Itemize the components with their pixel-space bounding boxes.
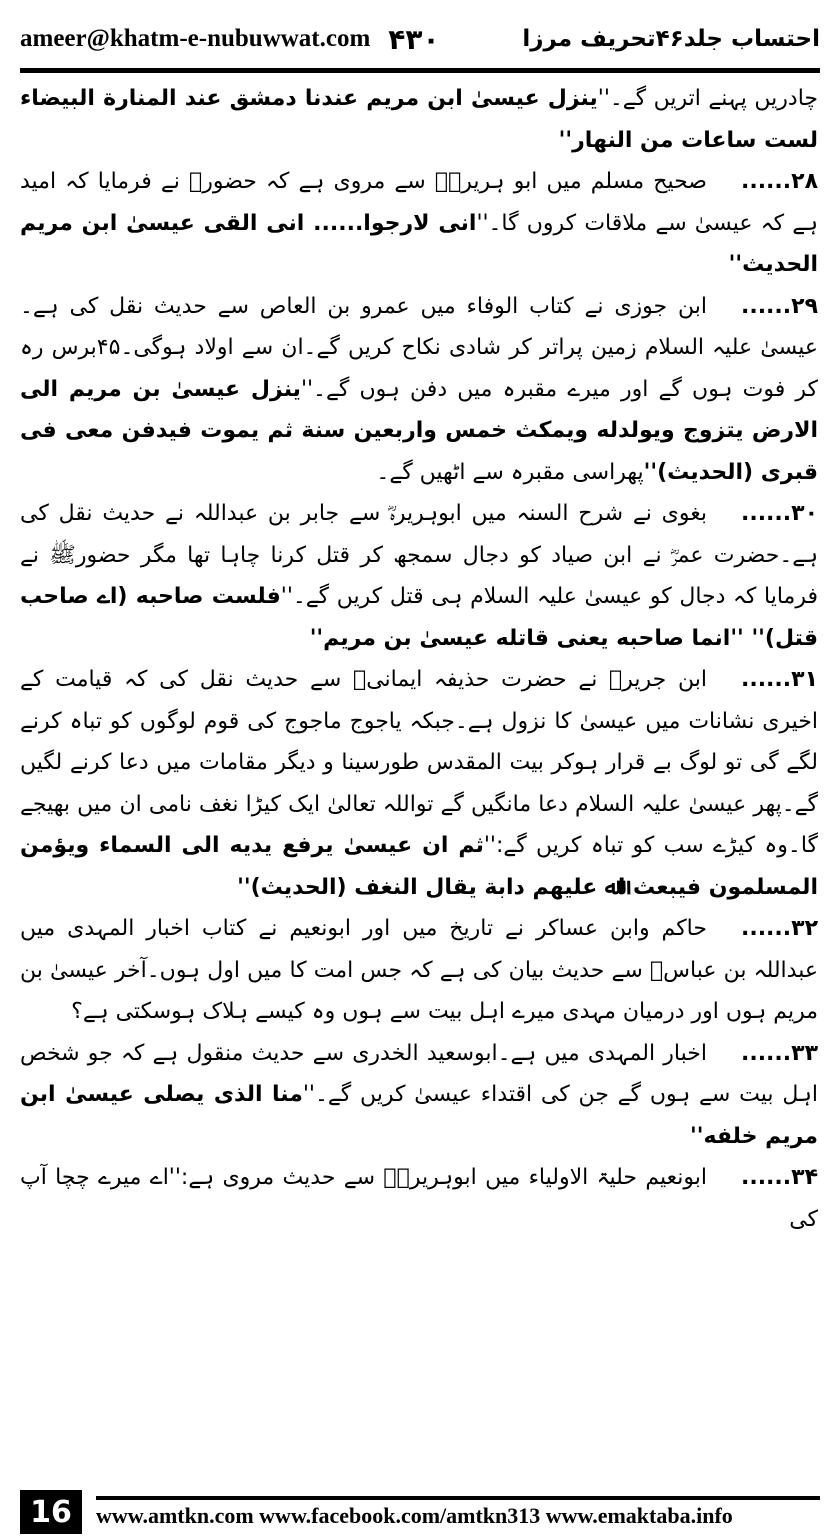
paragraph-text: ابن جریرؒ نے حضرت حذیفہ ایمانیؓ سے حدیث نقل کی کہ قیامت کے اخیری نشانات میں عیسیٰ کا نزول ہے۔جبکہ یاجوج ماجوج کی قوم لوگوں کو تباہ کرنے لگے گی تو لوگ بے قرار ہوکر بیت المقدس طورسینا و دیگر مقامات میں دعا کرنے لگیں گے۔پھر عیسیٰ علیہ السلام دعا مانگیں گے تواللہ تعالیٰ ایک کیڑا نغف نامی ان میں بھیجے گا۔وہ کیڑے سب کو تباہ کریں گے:'' [20, 667, 818, 858]
arabic-quote: ینزل عیسیٰ ابن مریم عندنا دمشق عند المنارة البیضاء لست ساعات من النهار'' [20, 86, 818, 153]
paragraph-text: ابونعیم حلیۃ الاولیاء میں ابوہریرہؓ سے حدیث مروی ہے:''اے میرے چچا آپ کی [20, 1165, 818, 1232]
paragraph-30 [20, 493, 818, 659]
paragraph-29 [20, 286, 818, 494]
header-page-number: ۴۳۰ [388, 22, 440, 56]
paragraph-number: ۳۳...... [740, 1040, 818, 1066]
paragraph-number: ۳۱...... [740, 667, 818, 692]
arabic-quote: انی لارجوا...... انی القی عیسیٰ ابن مریم الحدیث'' [20, 210, 818, 277]
paragraph-31 [20, 659, 818, 908]
arabic-quote: ثم ان عیسیٰ یرفع یدیه الی السماء ویؤمن المسلمون فیبعث اﷲ علیهم دابة یقال النغف (الحدیث)'' [20, 833, 818, 900]
arabic-quote: منا الذی یصلی عیسیٰ ابن مریم خلفه'' [20, 1082, 818, 1149]
paragraph-32 [20, 908, 818, 1033]
paragraph-intro [20, 78, 818, 161]
header-rule [20, 68, 820, 73]
paragraph-number: ۲۸...... [740, 169, 818, 194]
paragraph-28 [20, 161, 818, 286]
page-content [20, 78, 818, 1470]
footer-links[interactable]: www.amtkn.com www.facebook.com/amtkn313 www.emaktaba.info [96, 1502, 733, 1528]
footer-rule [96, 1496, 820, 1500]
footer-links-block [82, 1490, 820, 1534]
header-left [20, 23, 440, 56]
footer-page-number: 16 [20, 1490, 82, 1534]
paragraph-number: ۳۴...... [740, 1165, 818, 1190]
paragraph-number: ۳۲...... [740, 916, 818, 941]
page-footer [20, 1490, 820, 1534]
arabic-quote: فلست صاحبه (اے صاحب قتل)'' ''انما صاحبه یعنی قاتله عیسیٰ بن مریم'' [20, 584, 818, 651]
running-title: احتساب جلد۴۶تحریف مرزا [522, 26, 820, 52]
paragraph-text: حاکم وابن عساکر نے تاریخ میں اور ابونعیم نے کتاب اخبار المہدی میں عبداللہ بن عباسؓ سے حدیث بیان کی ہے کہ جس امت کا میں اول ہوں۔آخر عیسیٰ بن مریم ہوں اور درمیان مہدی میرے اہل بیت سے ہوں وہ کیسے ہلاک ہوسکتی ہے؟ [20, 916, 818, 1024]
paragraph-text: اخبار المہدی میں ہے۔ابوسعید الخدری سے حدیث منقول ہے کہ جو شخص اہل بیت سے ہوں گے جن کی اقتداء عیسیٰ کریں گے۔'' [20, 1040, 818, 1107]
paragraph-33 [20, 1033, 818, 1158]
page-header [20, 14, 820, 64]
paragraph-text: بغوی نے شرح السنہ میں ابوہریرہؓ سے جابر بن عبداللہ نے حدیث نقل کی ہے۔حضرت عمرؓ نے ابن صیاد کو دجال سمجھ کر قتل کرنا چاہا تھا مگر حضورﷺ نے فرمایا کہ دجال کو عیسیٰ علیہ السلام ہی قتل کریں گے۔'' [20, 501, 818, 609]
paragraph-tail: پھراسی مقبرہ سے اٹھیں گے۔ [376, 459, 644, 485]
paragraph-text: چادریں پہنے اتریں گے۔'' [597, 86, 818, 111]
paragraph-34 [20, 1157, 818, 1240]
arabic-quote: ینزل عیسیٰ بن مریم الی الارض یتزوج ویولدله ویمکث خمس واربعین سنة ثم یموت فیدفن معی فی قبری (الحدیث)'' [20, 376, 818, 485]
paragraph-text: صحیح مسلم میں ابو ہریرہؓ سے مروی ہے کہ حضورؐ نے فرمایا کہ امید ہے کہ عیسیٰ سے ملاقات کروں گا۔'' [20, 169, 818, 236]
header-email: ameer@khatm-e-nubuwwat.com [20, 25, 371, 52]
paragraph-text: ابن جوزی نے کتاب الوفاء میں عمرو بن العاص سے حدیث نقل کی ہے۔عیسیٰ علیہ السلام زمین پراتر کر شادی نکاح کریں گے۔ان سے اولاد ہوگی۔۴۵برس رہ کر فوت ہوں گے اور میرے مقبرہ میں دفن ہوں گے۔'' [20, 293, 818, 402]
paragraph-number: ۳۰...... [740, 501, 818, 526]
paragraph-number: ۲۹...... [740, 293, 818, 319]
